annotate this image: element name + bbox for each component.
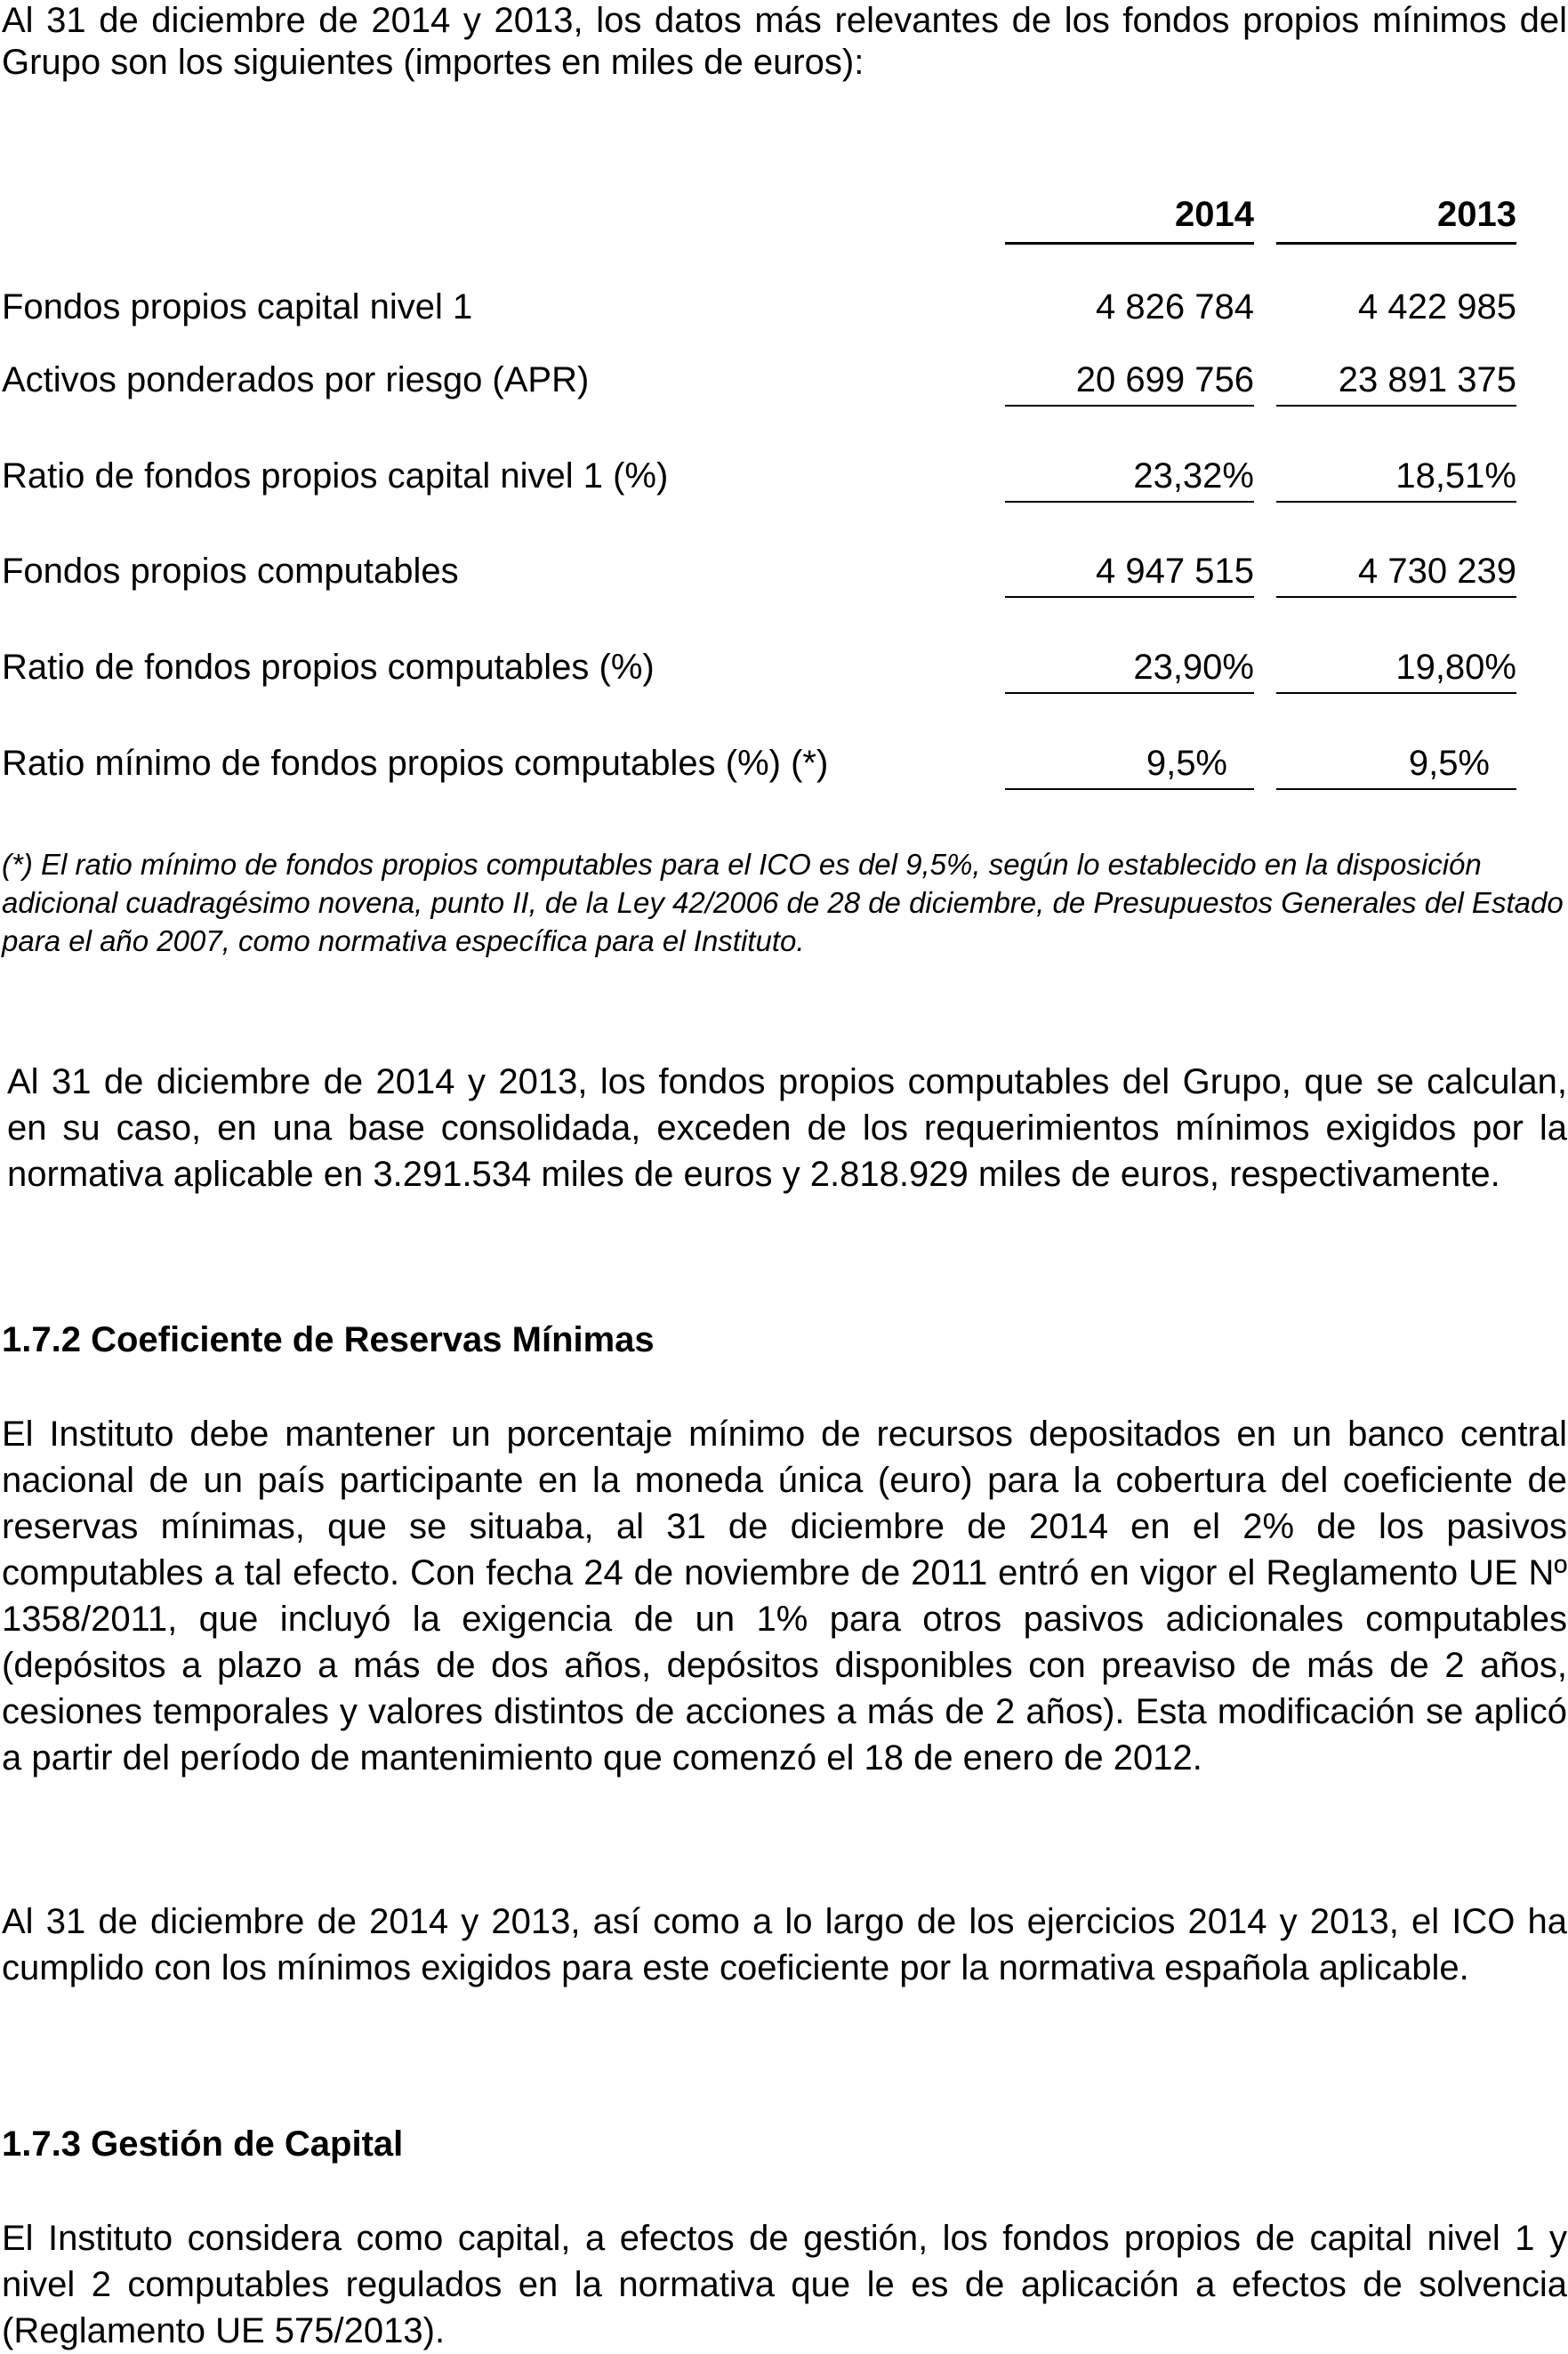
row-label: Ratio de fondos propios capital nivel 1 (%) xyxy=(2,456,669,496)
table-row xyxy=(0,737,1568,790)
table-row xyxy=(0,280,1568,334)
table-footnote: (*) El ratio mínimo de fondos propios computables para el ICO es del 9,5%, según lo establecido en la disposición adicional cuadragésimo novena, punto II, de la Ley 42/2006 de 28 de diciembre, de Presupuestos Generales del Estado para el año 2007, como normativa específica para el Instituto. xyxy=(2,848,1564,957)
value-2014: 23,90% xyxy=(1005,641,1254,694)
value-2014: 4 947 515 xyxy=(1005,544,1254,598)
value-2013: 9,5% xyxy=(1276,737,1516,790)
row-label: Fondos propios computables xyxy=(2,552,459,591)
value-2014: 9,5% xyxy=(1005,737,1254,790)
section-heading-capital-management: 1.7.3 Gestión de Capital xyxy=(2,2124,404,2164)
table-row xyxy=(0,449,1568,503)
row-label: Ratio mínimo de fondos propios computables (%) (*) xyxy=(2,744,829,783)
value-2013: 18,51% xyxy=(1276,449,1516,503)
capital-management-paragraph: El Instituto considera como capital, a efectos de gestión, los fondos propios de capital nivel 1 y nivel 2 computables regulados en la normativa que le es de aplicación a efectos de solvencia (Reglamento UE 575/2013). xyxy=(2,2219,1567,2350)
section-heading-reserves: 1.7.2 Coeficiente de Reservas Mínimas xyxy=(2,1320,655,1359)
value-2013: 4 730 239 xyxy=(1276,544,1516,598)
column-header-2014: 2014 xyxy=(1005,187,1254,245)
table-row xyxy=(0,353,1568,407)
value-2014: 23,32% xyxy=(1005,449,1254,503)
reserves-paragraph: El Instituto debe mantener un porcentaje mínimo de recursos depositados en un banco central nacional de un país participante en la moneda única (euro) para la cobertura del coeficiente de reservas mínimas, que se situaba, al 31 de diciembre de 2014 en el 2% de los pasivos computables a tal efecto. Con fecha 24 de noviembre de 2011 entró en vigor el Reglamento UE Nº 1358/2011, que incluyó la exigencia de un 1% para otros pasivos adicionales computables (depósitos a plazo a más de dos años, depósitos disponibles con preaviso de más de 2 años, cesiones temporales y valores distintos de acciones a más de 2 años). Esta modificación se aplicó a partir del período de mantenimiento que comenzó el 18 de enero de 2012. xyxy=(2,1415,1567,1778)
value-2013: 4 422 985 xyxy=(1358,287,1516,326)
row-label: Fondos propios capital nivel 1 xyxy=(2,287,473,326)
intro-paragraph: Al 31 de diciembre de 2014 y 2013, los datos más relevantes de los fondos propios mínimos del Grupo son los siguientes (importes en miles de euros): xyxy=(2,1,1567,82)
capital-table xyxy=(0,187,1568,801)
value-2014: 20 699 756 xyxy=(1005,353,1254,407)
column-header-2013: 2013 xyxy=(1276,187,1516,245)
table-row xyxy=(0,544,1568,598)
value-2013: 23 891 375 xyxy=(1276,353,1516,407)
capital-surplus-paragraph: Al 31 de diciembre de 2014 y 2013, los fondos propios computables del Grupo, que se calculan, en su caso, en una base consolidada, exceden de los requerimientos mínimos exigidos por la normativa aplicable en 3.291.534 miles de euros y 2.818.929 miles de euros, respectivamente. xyxy=(7,1062,1567,1194)
value-2013: 19,80% xyxy=(1276,641,1516,694)
row-label: Ratio de fondos propios computables (%) xyxy=(2,648,655,687)
row-label: Activos ponderados por riesgo (APR) xyxy=(2,360,590,399)
value-2014: 4 826 784 xyxy=(1096,287,1254,326)
reserves-compliance-paragraph: Al 31 de diciembre de 2014 y 2013, así como a lo largo de los ejercicios 2014 y 2013, el ICO ha cumplido con los mínimos exigidos para este coeficiente por la normativa española aplicable. xyxy=(2,1902,1567,1987)
table-row xyxy=(0,641,1568,694)
